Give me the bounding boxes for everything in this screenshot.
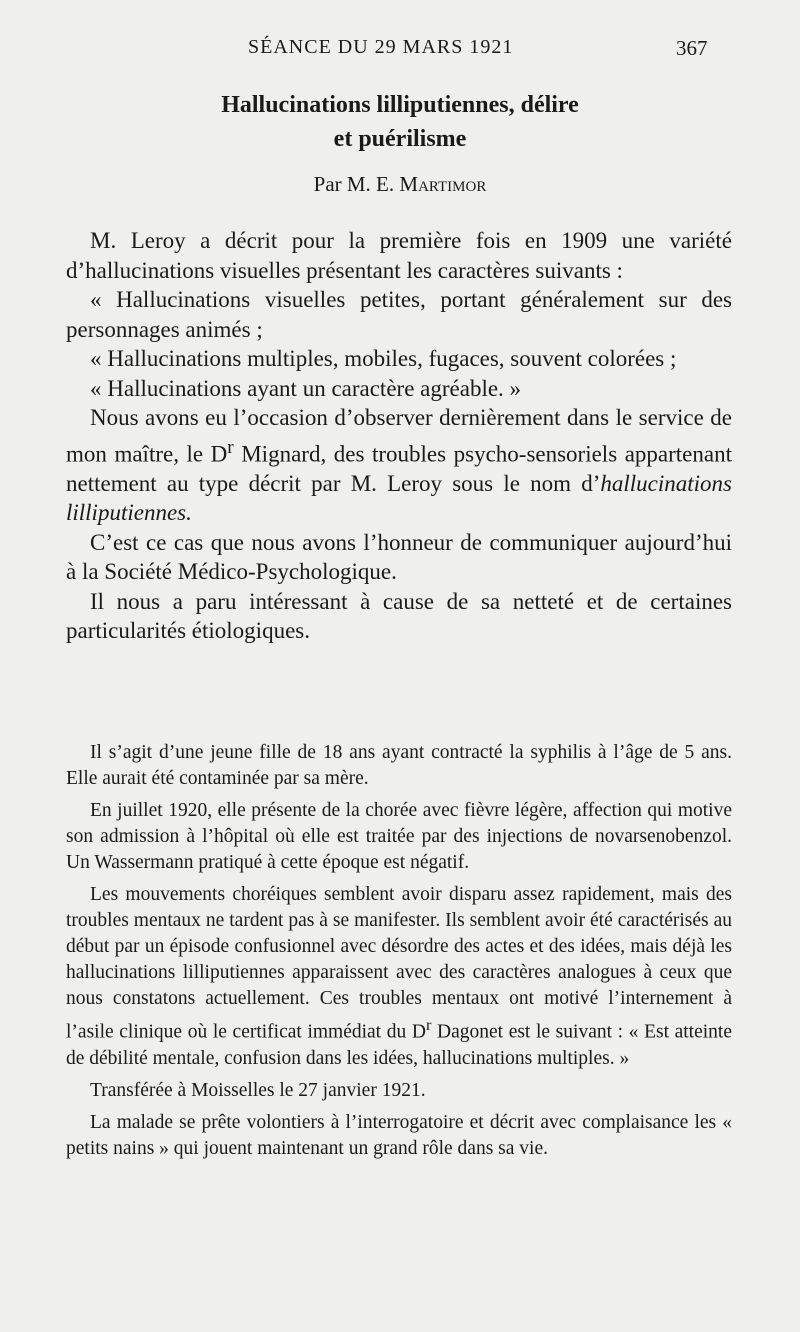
author-name: Martimor <box>399 172 487 196</box>
paragraph: M. Leroy a décrit pour la première fois en 1909 une variété d’hallucinations visuelles présentant les caractères suivants : <box>66 228 732 283</box>
paragraph: C’est ce cas que nous avons l’honneur de communiquer aujourd’hui à la Société Médico-Psychologique. <box>66 529 732 585</box>
case-text: Dagonet est le suivant : « Est atteinte de débilité mentale, confusion dans les idées, hallucinations multiples. » <box>66 1021 732 1069</box>
superscript: r <box>227 436 234 458</box>
superscript: r <box>425 1016 432 1034</box>
case-paragraph: La malade se prête volontiers à l’interrogatoire et décrit avec complaisance les « petits nains » qui jouent maintenant un grand rôle dans sa vie. <box>66 1111 732 1159</box>
quote-line: « Hallucinations visuelles petites, portant généralement sur des personnages animés ; <box>66 287 732 342</box>
case-description <box>66 740 732 1168</box>
paragraph-text: Mignard, des troubles psycho-sensoriels appartenant nettement au type décrit par M. Leroy sous le nom d’ <box>66 441 732 496</box>
main-text <box>66 226 732 646</box>
running-head <box>0 36 800 66</box>
running-title: SÉANCE DU 29 MARS 1921 <box>248 36 514 58</box>
paragraph: Il nous a paru intéressant à cause de sa netteté et de certaines particularités étiologiques. <box>66 588 732 644</box>
italic-term: hallucinations lilliputiennes. <box>66 470 732 526</box>
case-paragraph: Il s’agit d’une jeune fille de 18 ans ayant contracté la syphilis à l’âge de 5 ans. Elle aurait été contaminée par sa mère. <box>66 742 732 789</box>
case-paragraph: En juillet 1920, elle présente de la chorée avec fièvre légère, affection qui motive son admission à l’hôpital où elle est traitée par des injections de novarsenobenzol. Un Wassermann pratiqué à cette époque est négatif. <box>66 800 732 873</box>
case-text: Les mouvements choréiques semblent avoir disparu assez rapidement, mais des troubles mentaux ne tardent pas à se manifester. Ils semblent avoir été caractérisés au début par un épisode confusionnel avec désordre des actes et des idées, mais déjà les hallucinations lilliputiennes apparaissent avec des caractères analogues à ceux que nous constatons actuellement. Ces troubles mentaux ont motivé l’internement à l’asile clinique où le certificat immédiat du D <box>66 884 732 1043</box>
article-title-line-1: Hallucinations lilliputiennes, délire <box>221 92 579 118</box>
quote-line: « Hallucinations multiples, mobiles, fugaces, souvent colorées ; <box>90 346 677 371</box>
page-number: 367 <box>676 36 708 60</box>
paragraph <box>66 403 732 528</box>
byline <box>80 172 720 197</box>
byline-prefix: Par M. E. <box>313 172 400 196</box>
article-title-line-2: et puérilisme <box>333 126 467 152</box>
case-paragraph <box>66 882 732 1072</box>
paragraph-text: Nous avons eu l’occasion d’observer dernièrement dans le service de mon maître, le D <box>66 405 732 467</box>
article-title <box>80 88 720 156</box>
case-paragraph: Transférée à Moisselles le 27 janvier 1921. <box>90 1079 426 1101</box>
quote-line: « Hallucinations ayant un caractère agréable. » <box>90 375 522 401</box>
